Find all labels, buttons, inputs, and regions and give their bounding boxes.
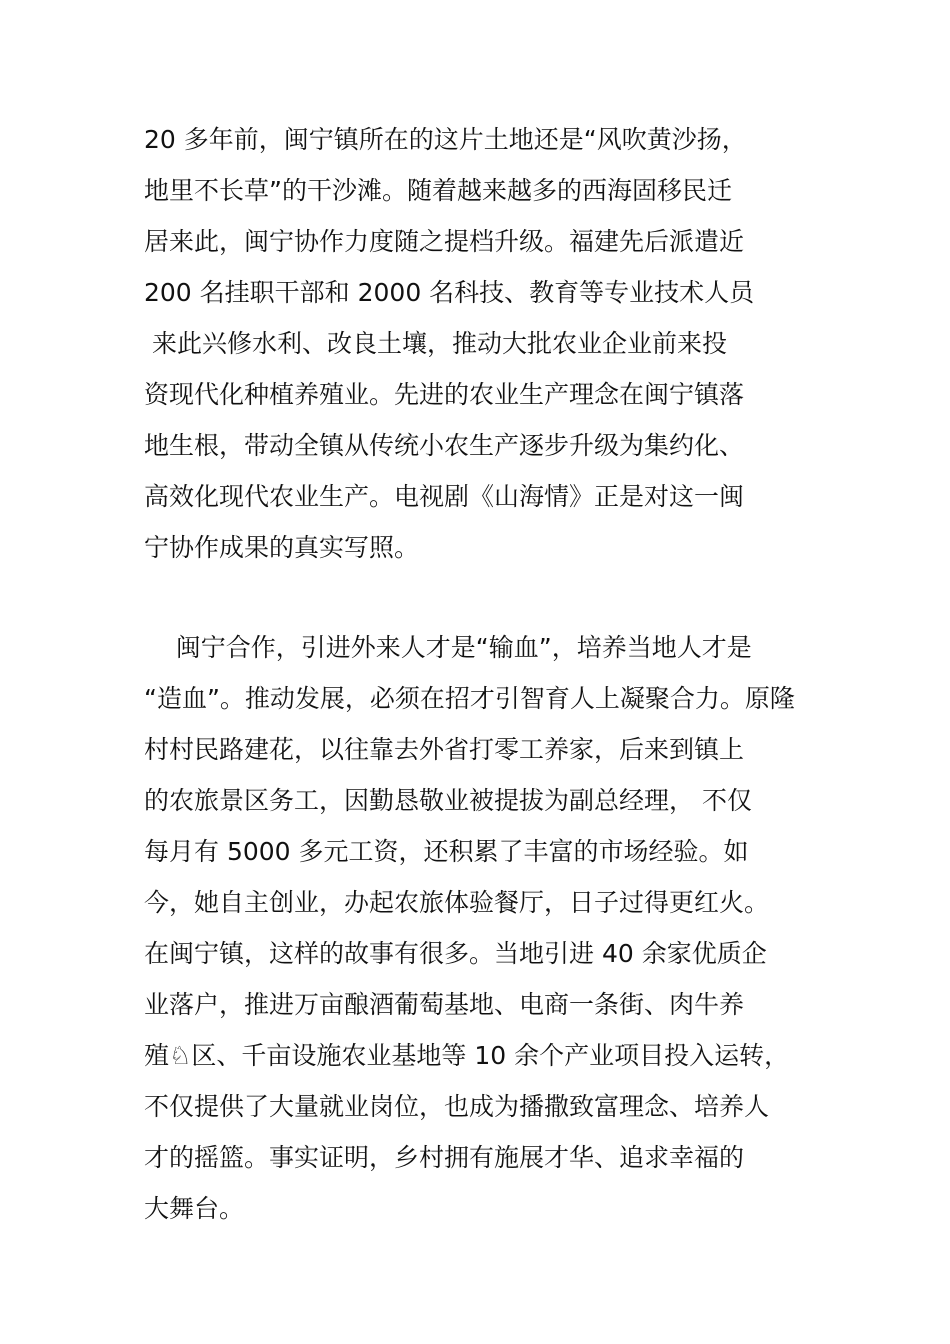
paragraph-line: 居来此，闽宁协作力度随之提档升级。福建先后派遣近 [144,227,745,256]
paragraph-line: 业落户，推进万亩酿酒葡萄基地、电商一条街、肉牛养 [144,990,745,1019]
paragraph-line: 地生根，带动全镇从传统小农生产逐步升级为集约化、 [144,431,745,460]
paragraph-line: 才的摇篮。事实证明，乡村拥有施展才华、追求幸福的 [144,1143,745,1172]
paragraph-line: 殖♘区、千亩设施农业基地等 10 余个产业项目投入运转， [144,1041,790,1070]
paragraph-line: 200 名挂职干部和 2000 名科技、教育等专业技术人员 [144,278,755,307]
paragraph-line: 地里不长草”的干沙滩。随着越来越多的西海固移民迁 [144,176,732,205]
paragraph-line: 每月有 5000 多元工资，还积累了丰富的市场经验。如 [144,837,749,866]
paragraph-1 [144,114,844,573]
paragraph-line: 在闽宁镇，这样的故事有很多。当地引进 40 余家优质企 [144,939,767,968]
paragraph-line: 今，她自主创业，办起农旅体验餐厅，日子过得更红火。 [144,888,770,917]
paragraph-line: 不仅提供了大量就业岗位，也成为播撒致富理念、培养人 [144,1092,770,1121]
paragraph-line: 大舞台。 [144,1194,245,1223]
paragraph-line: 宁协作成果的真实写照。 [144,533,420,562]
paragraph-line: 村村民路建花，以往靠去外省打零工养家，后来到镇上 [144,735,745,764]
paragraph-line: 高效化现代农业生产。电视剧《山海情》正是对这一闽 [144,482,745,511]
paragraph-2 [144,622,844,1234]
paragraph-line: 20 多年前，闽宁镇所在的这片土地还是“风吹黄沙扬， [144,125,747,154]
paragraph-line: “造血”。推动发展，必须在招才引智育人上凝聚合力。原隆 [144,684,795,713]
paragraph-line: 闽宁合作，引进外来人才是“输血”，培养当地人才是 [144,633,752,662]
paragraph-line: 资现代化种植养殖业。先进的农业生产理念在闽宁镇落 [144,380,745,409]
paragraph-line: 来此兴修水利、改良土壤，推动大批农业企业前来投 [144,329,727,358]
paragraph-line: 的农旅景区务工，因勤恳敬业被提拔为副总经理， 不仅 [144,786,752,815]
